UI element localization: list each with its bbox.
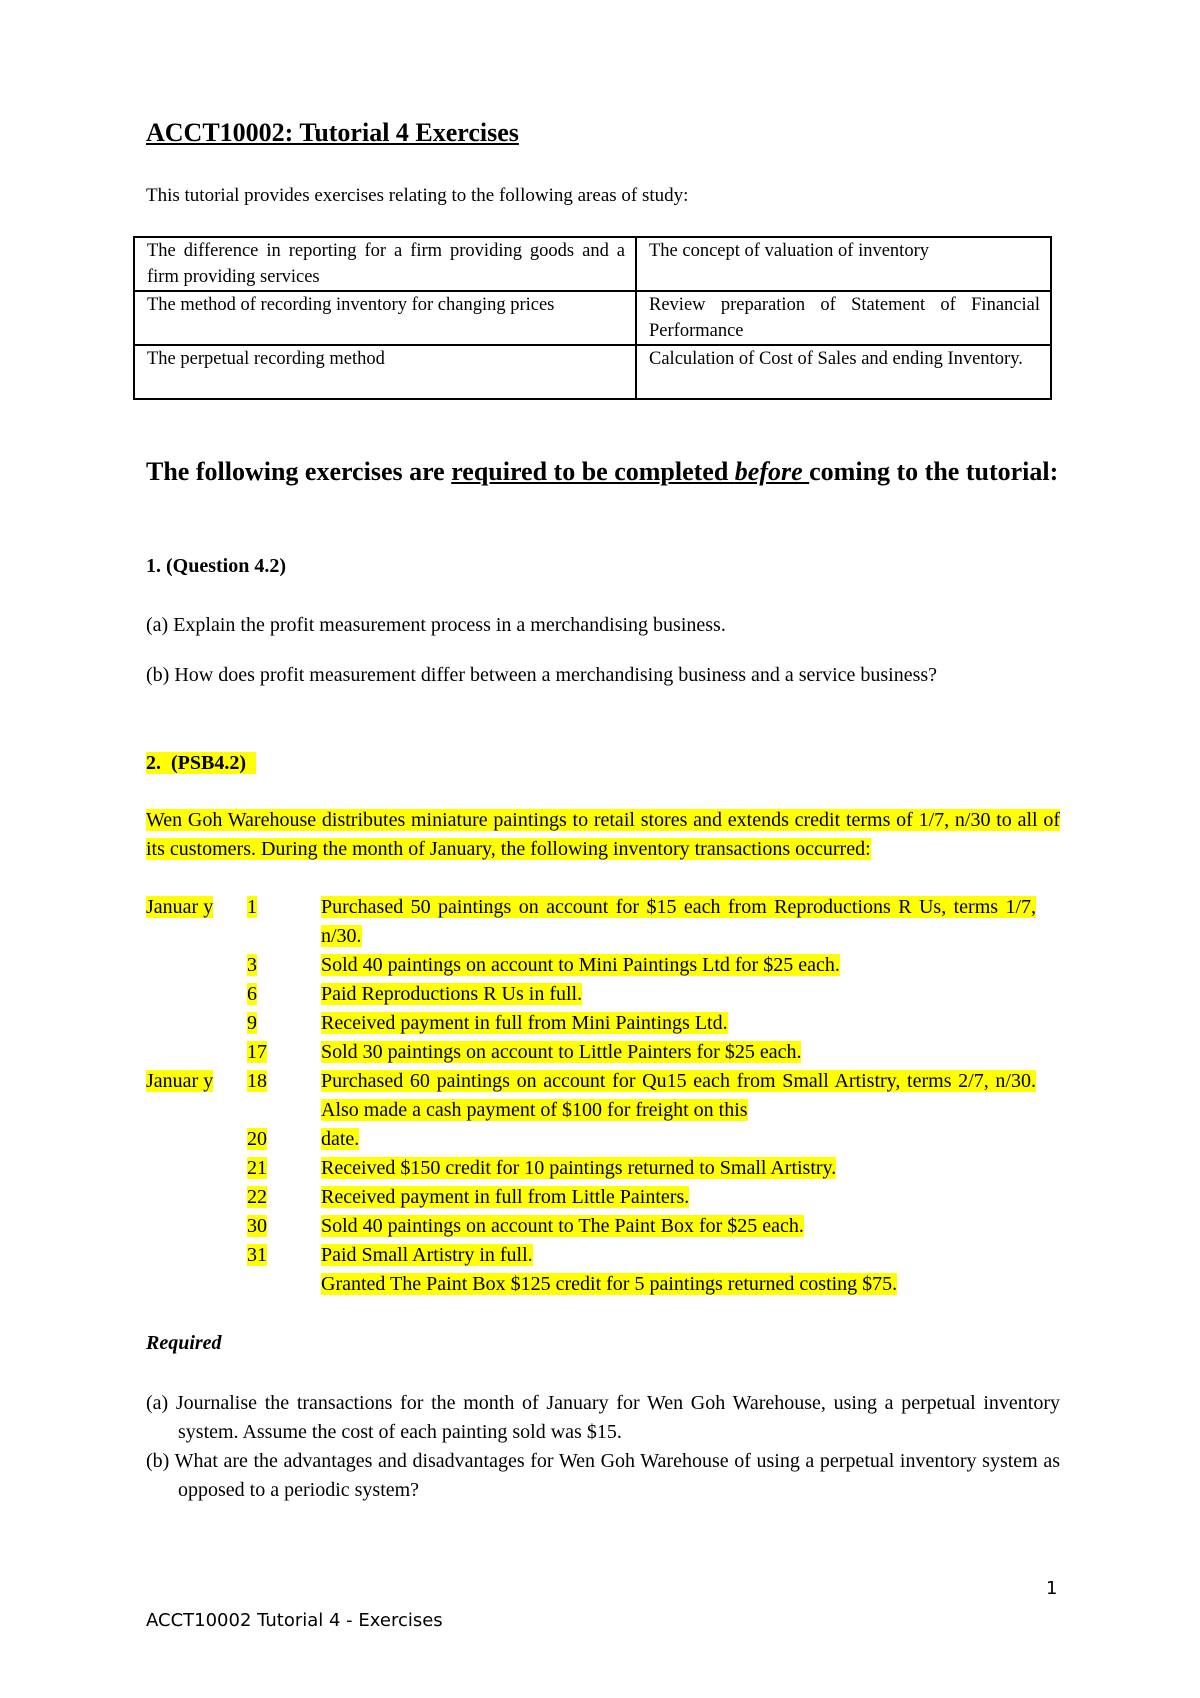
- transaction-text: [321, 1154, 1036, 1183]
- transaction-text-content: Purchased 50 paintings on account for $15 each from Reproductions R Us, terms 1/7, n/30.: [321, 896, 1036, 947]
- transaction-day-text: 6: [247, 983, 257, 1005]
- question-1-part-b: (b) How does profit measurement differ between a merchandising business and a service business?: [146, 664, 938, 686]
- table-row: [134, 237, 1051, 291]
- question-1-part-a: (a) Explain the profit measurement process in a merchandising business.: [146, 614, 726, 636]
- transaction-month: [146, 1067, 216, 1096]
- transaction-text: [321, 1183, 1036, 1212]
- heading-part: The following exercises are: [146, 457, 452, 486]
- transaction-day-text: 21: [247, 1157, 267, 1179]
- question-2-intro-text: Wen Goh Warehouse distributes miniature paintings to retail stores and extends credit terms of 1/7, n/30 to all of its customers. During the month of January, the following inventory transactions occurred:: [146, 809, 1060, 860]
- transaction-day-text: 31: [247, 1244, 267, 1266]
- question-2-intro: [146, 806, 1060, 864]
- transaction-day: [247, 1009, 287, 1038]
- transaction-text: [321, 1125, 1036, 1154]
- transaction-day-text: 17: [247, 1041, 267, 1063]
- areas-of-study-table: [133, 236, 1052, 400]
- question-2-label-text: 2. (PSB4.2): [146, 752, 256, 774]
- transaction-day: [247, 1067, 287, 1096]
- transaction-day: [247, 893, 287, 922]
- required-part-b: (b) What are the advantages and disadvantages for Wen Goh Warehouse of using a perpetual inventory system as opposed to a periodic system?: [146, 1450, 1060, 1501]
- transaction-day: [247, 1212, 287, 1241]
- transaction-day: [247, 1183, 287, 1212]
- transaction-day-text: 20: [247, 1128, 267, 1150]
- heading-part-underlined: required to be completed: [451, 457, 735, 486]
- transaction-day-text: 22: [247, 1186, 267, 1208]
- required-label: Required: [146, 1332, 222, 1354]
- transaction-text-content: Paid Small Artistry in full.: [321, 1244, 533, 1266]
- question-1-label: 1. (Question 4.2): [146, 555, 286, 577]
- table-cell: The difference in reporting for a firm providing goods and a firm providing services: [134, 237, 636, 291]
- transaction-text: [321, 1212, 1036, 1241]
- transaction-text-content: Received payment in full from Mini Paintings Ltd.: [321, 1012, 728, 1034]
- required-part-a: (a) Journalise the transactions for the month of January for Wen Goh Warehouse, using a perpetual inventory system. Assume the cost of each painting sold was $15.: [146, 1392, 1060, 1443]
- transaction-day-text: 1: [247, 896, 257, 918]
- transaction-month-text: Januar y: [146, 896, 214, 918]
- transaction-day: [247, 1241, 287, 1270]
- table-row: [134, 345, 1051, 399]
- table-cell: The concept of valuation of inventory: [636, 237, 1051, 291]
- transaction-text: [321, 1241, 1036, 1270]
- intro-text: This tutorial provides exercises relating to the following areas of study:: [146, 185, 689, 206]
- transaction-day-text: 30: [247, 1215, 267, 1237]
- transaction-day: [247, 980, 287, 1009]
- transaction-day-text: 9: [247, 1012, 257, 1034]
- transaction-text-content: Received $150 credit for 10 paintings returned to Small Artistry.: [321, 1157, 837, 1179]
- transaction-text-content: Sold 30 paintings on account to Little Painters for $25 each.: [321, 1041, 802, 1063]
- transaction-text: [321, 1270, 1036, 1299]
- transaction-day: [247, 1125, 287, 1154]
- transaction-text: [321, 1038, 1036, 1067]
- table-cell: The method of recording inventory for changing prices: [134, 291, 636, 345]
- page-number: 1: [1046, 1578, 1058, 1599]
- question-2-label: [146, 752, 256, 775]
- transaction-text-content: Received payment in full from Little Painters.: [321, 1186, 690, 1208]
- transaction-text: [321, 893, 1036, 951]
- transaction-day: [247, 1154, 287, 1183]
- transaction-text-content: date.: [321, 1128, 360, 1150]
- transaction-text-content: Purchased 60 paintings on account for Qu15 each from Small Artistry, terms 2/7, n/30. Also made a cash payment of $100 for freight on this: [321, 1070, 1036, 1121]
- table-cell: Calculation of Cost of Sales and ending Inventory.: [636, 345, 1051, 399]
- transaction-day-text: 3: [247, 954, 257, 976]
- transaction-text: [321, 951, 1036, 980]
- transaction-text-content: Sold 40 paintings on account to The Paint Box for $25 each.: [321, 1215, 804, 1237]
- table-cell: Review preparation of Statement of Financial Performance: [636, 291, 1051, 345]
- transaction-month: [146, 893, 216, 922]
- transaction-text: [321, 1067, 1036, 1125]
- heading-part-emphasis: before: [734, 457, 810, 486]
- transaction-text: [321, 1009, 1036, 1038]
- transaction-day-text: 18: [247, 1070, 267, 1092]
- required-heading: [146, 455, 1066, 489]
- page-footer: ACCT10002 Tutorial 4 - Exercises: [146, 1610, 443, 1631]
- transaction-day: [247, 1038, 287, 1067]
- transaction-text-content: Sold 40 paintings on account to Mini Paintings Ltd for $25 each.: [321, 954, 840, 976]
- transaction-month-text: Januar y: [146, 1070, 214, 1092]
- transaction-day: [247, 951, 287, 980]
- table-row: [134, 291, 1051, 345]
- transaction-text: [321, 980, 1036, 1009]
- document-title: ACCT10002: Tutorial 4 Exercises: [146, 118, 519, 147]
- transaction-text-content: Paid Reproductions R Us in full.: [321, 983, 583, 1005]
- table-cell: The perpetual recording method: [134, 345, 636, 399]
- transaction-text-content: Granted The Paint Box $125 credit for 5 paintings returned costing $75.: [321, 1273, 898, 1295]
- heading-part: coming to the tutorial:: [809, 457, 1059, 486]
